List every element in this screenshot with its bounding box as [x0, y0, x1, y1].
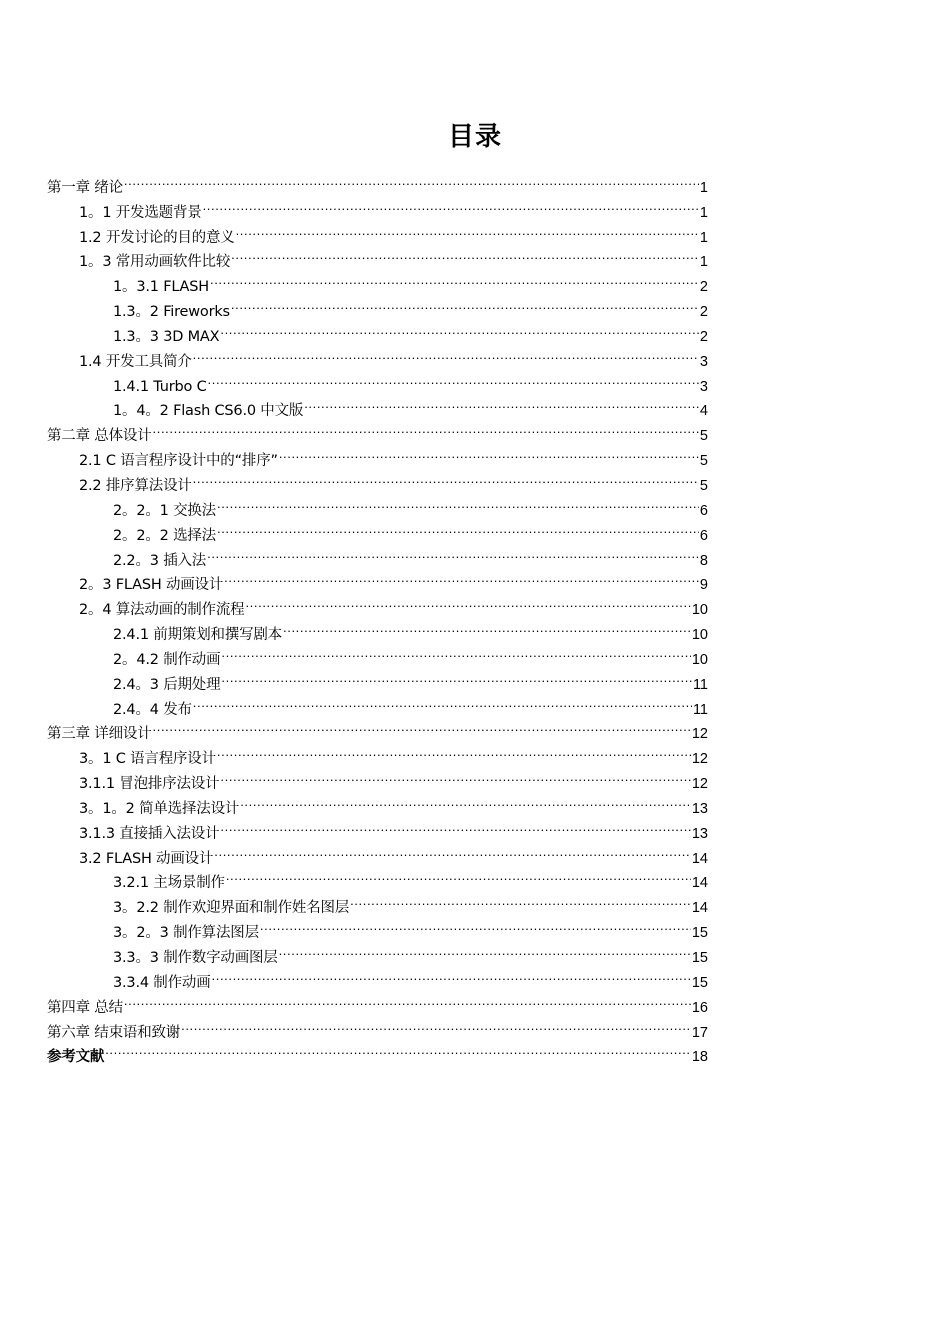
toc-entry-page-number: 1	[699, 229, 708, 246]
toc-entry-title: 2。4 算法动画的制作流程	[79, 602, 245, 619]
toc-entry-title: 第二章 总体设计	[47, 428, 152, 445]
dot-leader	[220, 316, 699, 341]
dot-leader	[207, 540, 699, 565]
dot-leader	[220, 763, 690, 788]
toc-entry-title: 3。1 C 语言程序设计	[79, 751, 216, 768]
toc-entry[interactable]	[47, 192, 708, 221]
toc-entry-page-number: 14	[691, 900, 708, 917]
toc-entry-title: 2.4。3 后期处理	[113, 676, 221, 693]
toc-entry-title: 3.1.3 直接插入法设计	[79, 825, 220, 842]
toc-entry-title: 2.1 C 语言程序设计中的“排序”	[79, 453, 278, 470]
dot-leader	[260, 912, 691, 937]
toc-entry-page-number: 15	[691, 925, 708, 942]
toc-entry-title: 第四章 总结	[47, 999, 123, 1016]
toc-entry-title: 1.3。3 3D MAX	[113, 328, 220, 345]
toc-entry-page-number: 13	[691, 825, 708, 842]
toc-entry-title: 第六章 结束语和致谢	[47, 1024, 181, 1041]
toc-entry-page-number: 9	[699, 577, 708, 594]
toc-entry-page-number: 12	[691, 726, 708, 743]
toc-entry-title: 2。2。1 交换法	[113, 502, 216, 519]
toc-entry-title: 参考文献	[47, 1049, 105, 1066]
toc-entry[interactable]	[47, 1012, 708, 1041]
toc-entry-page-number: 8	[699, 552, 708, 569]
toc-entry-page-number: 5	[699, 477, 708, 494]
toc-entry-title: 2。3 FLASH 动画设计	[79, 577, 224, 594]
dot-leader	[193, 341, 699, 366]
toc-entry-title: 2。2。2 选择法	[113, 527, 216, 544]
toc-entry[interactable]	[47, 167, 708, 196]
dot-leader	[240, 788, 691, 813]
dot-leader	[350, 887, 691, 912]
toc-entry-page-number: 16	[691, 999, 708, 1016]
dot-leader	[221, 664, 692, 689]
toc-entry-page-number: 10	[691, 651, 708, 668]
toc-entry-title: 3。1。2 简单选择法设计	[79, 800, 240, 817]
toc-entry-title: 3.1.1 冒泡排序法设计	[79, 776, 220, 793]
toc-entry[interactable]	[47, 987, 708, 1016]
toc-entry-page-number: 15	[691, 950, 708, 966]
dot-leader	[226, 863, 691, 888]
toc-entry-page-number: 3	[699, 353, 708, 370]
dot-leader	[181, 1012, 691, 1037]
dot-leader	[193, 465, 699, 490]
toc-entry-title: 1。1 开发选题背景	[79, 204, 202, 221]
toc-entry-title: 1.4 开发工具简介	[79, 353, 192, 370]
toc-entry-title: 1。4。2 Flash CS6.0 中文版	[113, 403, 304, 420]
dot-leader	[217, 490, 699, 515]
toc-entry-page-number: 10	[691, 627, 708, 644]
dot-leader	[153, 415, 699, 440]
toc-entry-page-number: 10	[691, 602, 708, 619]
toc-entry-page-number: 1	[699, 179, 708, 196]
toc-entry-title: 第三章 详细设计	[47, 726, 152, 743]
toc-entry-page-number: 3	[699, 378, 708, 395]
toc-entry-title: 3。2.2 制作欢迎界面和制作姓名图层	[113, 900, 350, 917]
toc-entry-title: 3.2 FLASH 动画设计	[79, 850, 214, 867]
toc-entry-title: 第一章 绪论	[47, 179, 123, 196]
dot-leader	[105, 1037, 691, 1062]
dot-leader	[217, 515, 699, 540]
dot-leader	[212, 962, 691, 987]
toc-entry-page-number: 15	[691, 974, 708, 991]
toc-entry-title: 2.4.1 前期策划和撰写剧本	[113, 627, 283, 644]
toc-entry-page-number: 5	[699, 453, 708, 470]
toc-entry-page-number: 4	[699, 403, 708, 420]
toc-entry-title: 1。3.1 FLASH	[113, 279, 209, 296]
toc-entry-title: 2。4.2 制作动画	[113, 651, 221, 668]
dot-leader	[217, 738, 691, 763]
dot-leader	[245, 589, 690, 614]
toc-entry-title: 3.3.4 制作动画	[113, 974, 211, 991]
toc-entry-title: 1.4.1 Turbo C	[113, 378, 207, 395]
toc-entry-page-number: 6	[699, 527, 708, 544]
toc-entry-page-number: 6	[699, 502, 708, 519]
toc-entry-title: 3.3。3 制作数字动画图层	[113, 950, 278, 966]
toc-entry-page-number: 12	[691, 751, 708, 768]
dot-leader	[231, 242, 699, 267]
toc-entry-page-number: 2	[699, 304, 708, 321]
dot-leader	[124, 987, 691, 1012]
dot-leader	[124, 167, 699, 192]
dot-leader	[220, 813, 690, 838]
dot-leader	[279, 937, 691, 962]
toc-entry-page-number: 1	[699, 204, 708, 221]
table-of-contents	[47, 167, 708, 1066]
dot-leader	[203, 192, 699, 217]
toc-entry-title: 2.2。3 插入法	[113, 552, 207, 569]
toc-entry-page-number: 17	[691, 1024, 708, 1041]
toc-entry-title: 2.2 排序算法设计	[79, 477, 192, 494]
toc-entry-title: 3.2.1 主场景制作	[113, 875, 225, 892]
toc-entry-page-number: 11	[692, 676, 708, 693]
dot-leader	[208, 366, 699, 391]
dot-leader	[193, 689, 692, 714]
dot-leader	[210, 266, 699, 291]
toc-entry-page-number: 2	[699, 279, 708, 296]
toc-entry-page-number: 11	[692, 701, 708, 718]
toc-entry-page-number: 12	[691, 776, 708, 793]
toc-entry-page-number: 13	[691, 800, 708, 817]
dot-leader	[236, 217, 699, 242]
dot-leader	[279, 440, 699, 465]
toc-title: 目录	[447, 122, 502, 152]
dot-leader	[283, 614, 691, 639]
toc-entry-page-number: 1	[699, 254, 708, 271]
toc-entry-page-number: 2	[699, 328, 708, 345]
dot-leader	[231, 291, 699, 316]
dot-leader	[153, 714, 691, 739]
toc-entry[interactable]	[47, 1037, 708, 1066]
toc-entry-title: 2.4。4 发布	[113, 701, 192, 718]
dot-leader	[221, 639, 690, 664]
toc-entry-page-number: 14	[691, 875, 708, 892]
dot-leader	[224, 565, 699, 590]
toc-entry-title: 1.2 开发讨论的目的意义	[79, 229, 235, 246]
dot-leader	[214, 838, 691, 863]
dot-leader	[304, 391, 699, 416]
toc-entry-page-number: 18	[691, 1049, 708, 1066]
toc-entry-title: 3。2。3 制作算法图层	[113, 925, 259, 942]
toc-entry-page-number: 5	[699, 428, 708, 445]
toc-entry-title: 1。3 常用动画软件比较	[79, 254, 231, 271]
toc-entry-title: 1.3。2 Fireworks	[113, 304, 230, 321]
toc-entry-page-number: 14	[691, 850, 708, 867]
